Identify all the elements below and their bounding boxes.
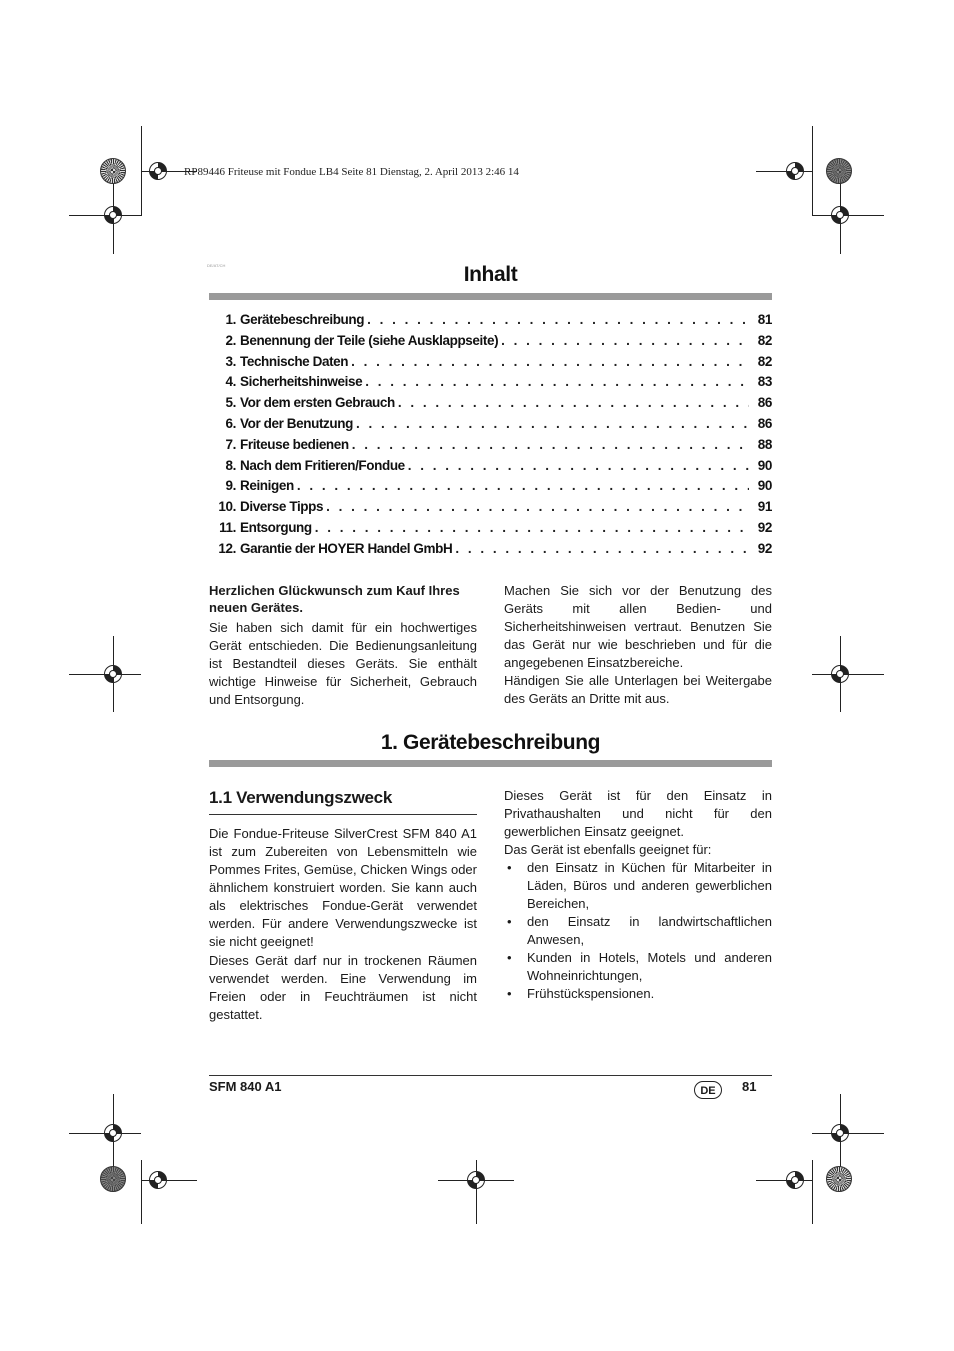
toc-rule bbox=[209, 293, 772, 300]
registration-target-icon bbox=[831, 206, 849, 224]
registration-target-icon bbox=[149, 1171, 167, 1189]
toc-page-number: 83 bbox=[757, 374, 772, 390]
toc-label: Technische Daten bbox=[240, 353, 349, 369]
registration-target-icon bbox=[467, 1171, 485, 1189]
toc-page-number: 90 bbox=[757, 457, 772, 473]
toc-number: 1. bbox=[225, 312, 236, 327]
toc-number: 11. bbox=[219, 519, 236, 535]
registration-target-icon bbox=[786, 1171, 804, 1189]
registration-target-icon bbox=[104, 1124, 122, 1142]
subsection-rule bbox=[209, 814, 477, 815]
registration-target-icon bbox=[786, 162, 804, 180]
intro-left-column bbox=[209, 582, 477, 709]
toc-row bbox=[209, 541, 772, 562]
toc-title: Inhalt bbox=[463, 263, 518, 286]
section1-right-column bbox=[504, 787, 772, 1003]
registration-target-icon bbox=[831, 1124, 849, 1142]
registration-target-icon bbox=[149, 162, 167, 180]
print-header: RP89446 Friteuse mit Fondue LB4 Seite 81 Dienstag, 2. April 2013 2:46 14 bbox=[184, 166, 519, 178]
toc-row bbox=[209, 354, 772, 375]
toc-number: 7. bbox=[225, 436, 236, 452]
section1-left-column bbox=[209, 787, 477, 1024]
toc-row bbox=[209, 478, 772, 499]
toc-row bbox=[209, 499, 772, 520]
toc-leader-dots bbox=[351, 354, 749, 369]
footer-rule bbox=[209, 1075, 772, 1076]
toc-number: 5. bbox=[225, 395, 236, 411]
section1-right-p2: Das Gerät ist ebenfalls geeignet für: bbox=[504, 842, 712, 857]
toc-label: Nach dem Fritieren/Fondue bbox=[240, 457, 405, 473]
toc-page-number: 82 bbox=[757, 353, 772, 369]
intro-heading: Herzlichen Glückwunsch zum Kauf Ihres neuen Gerätes. bbox=[209, 583, 460, 615]
toc-page-number: 86 bbox=[757, 395, 772, 411]
toc-page-number: 86 bbox=[757, 415, 772, 431]
registration-target-icon bbox=[104, 206, 122, 224]
toc-label: Vor der Benutzung bbox=[240, 415, 353, 431]
toc-row bbox=[209, 458, 772, 479]
toc-leader-dots bbox=[365, 374, 749, 389]
tiny-mark: DE/AT/CH bbox=[207, 263, 226, 268]
toc-page-number: 92 bbox=[757, 540, 772, 556]
toc-label: Friteuse bedienen bbox=[240, 436, 349, 452]
toc-number: 4. bbox=[225, 374, 236, 390]
toc-row bbox=[209, 333, 772, 354]
language-badge: DE bbox=[694, 1081, 722, 1099]
toc-label: Diverse Tipps bbox=[240, 499, 324, 515]
toc-label: Sicherheitshinweise bbox=[240, 374, 363, 390]
footer-model: SFM 840 A1 bbox=[209, 1079, 282, 1094]
toc-row bbox=[209, 374, 772, 395]
section1-rule bbox=[209, 760, 772, 767]
toc-leader-dots bbox=[326, 499, 749, 514]
toc-leader-dots bbox=[408, 458, 749, 473]
toc-row bbox=[209, 437, 772, 458]
toc-row bbox=[209, 395, 772, 416]
toc-label: Entsorgung bbox=[240, 519, 312, 535]
intro-right-text-2: Händigen Sie alle Unterlagen bei Weitergabe des Geräts an Dritte mit aus. bbox=[504, 673, 772, 706]
color-starburst-icon bbox=[100, 1166, 126, 1192]
toc-leader-dots bbox=[367, 312, 749, 327]
list-item: • Frühstückspensionen. bbox=[504, 985, 772, 1003]
intro-right-column bbox=[504, 582, 772, 708]
footer-page-number: 81 bbox=[742, 1079, 757, 1094]
toc-row bbox=[209, 312, 772, 333]
toc-number: 3. bbox=[225, 353, 236, 369]
registration-target-icon bbox=[831, 665, 849, 683]
subsection-title: 1.1 Verwendungszweck bbox=[209, 788, 392, 807]
color-starburst-icon bbox=[826, 1166, 852, 1192]
usage-bullet-list bbox=[504, 859, 772, 1003]
toc-label: Garantie der HOYER Handel GmbH bbox=[240, 540, 453, 556]
section1-left-p2: Dieses Gerät darf nur in trockenen Räumen verwendet werden. Eine Verwendung im Freien oder in Feuchträumen ist nicht gestattet. bbox=[209, 953, 477, 1022]
section1-title: 1. Gerätebeschreibung bbox=[380, 731, 601, 754]
toc-page-number: 88 bbox=[757, 436, 772, 452]
toc-leader-dots bbox=[356, 416, 749, 431]
section1-right-p1: Dieses Gerät ist für den Einsatz in Privathaushalten und nicht für den gewerblichen Einsatz geeignet. bbox=[504, 788, 772, 839]
intro-left-text: Sie haben sich damit für ein hochwertiges Gerät entschieden. Die Bedienungsanleitung ist Bestandteil dieses Geräts. Sie enthält wichtige Hinweise für Sicherheit, Gebrauch und Entsorgung. bbox=[209, 620, 477, 707]
toc-row bbox=[209, 416, 772, 437]
toc-page-number: 82 bbox=[757, 332, 772, 348]
toc-list bbox=[209, 312, 772, 562]
toc-label: Reinigen bbox=[240, 478, 294, 494]
intro-right-text-1: Machen Sie sich vor der Benutzung des Geräts mit allen Bedien- und Sicherheitshinweisen vertraut. Benutzen Sie das Gerät nur wie beschrieben und für die angegebenen Einsatzbereiche. bbox=[504, 583, 772, 670]
toc-leader-dots bbox=[297, 478, 749, 493]
toc-number: 9. bbox=[225, 478, 236, 494]
toc-number: 10. bbox=[218, 499, 236, 515]
toc-number: 12. bbox=[218, 540, 236, 556]
color-starburst-icon bbox=[100, 158, 126, 184]
toc-leader-dots bbox=[501, 333, 749, 348]
toc-page-number: 92 bbox=[757, 519, 772, 535]
toc-page-number: 90 bbox=[757, 478, 772, 494]
toc-label: Benennung der Teile (siehe Ausklappseite) bbox=[240, 332, 499, 348]
toc-number: 2. bbox=[225, 332, 236, 348]
list-item: • den Einsatz in Küchen für Mitarbeiter in Läden, Büros und anderen gewerblichen Bereichen, bbox=[504, 859, 772, 913]
toc-page-number: 81 bbox=[757, 312, 772, 327]
section1-left-p1: Die Fondue-Friteuse SilverCrest SFM 840 A1 ist zum Zubereiten von Lebensmitteln wie Pommes Frites, Gemüse, Chicken Wings oder ähnlichem konstruiert worden. Sie kann auch als elektrisches Fondue-Gerät verwendet werden. Für andere Verwendungszwecke ist sie nicht geeignet! bbox=[209, 826, 477, 949]
list-item: • Kunden in Hotels, Motels und anderen Wohneinrichtungen, bbox=[504, 949, 772, 985]
toc-row bbox=[209, 520, 772, 541]
toc-number: 6. bbox=[225, 415, 236, 431]
color-starburst-icon bbox=[826, 158, 852, 184]
toc-leader-dots bbox=[398, 395, 749, 410]
toc-label: Vor dem ersten Gebrauch bbox=[240, 395, 395, 411]
toc-leader-dots bbox=[315, 520, 749, 535]
registration-target-icon bbox=[104, 665, 122, 683]
toc-label: Gerätebeschreibung bbox=[240, 312, 365, 327]
toc-number: 8. bbox=[225, 457, 236, 473]
list-item: • den Einsatz in landwirtschaftlichen Anwesen, bbox=[504, 913, 772, 949]
toc-page-number: 91 bbox=[757, 499, 772, 515]
toc-leader-dots bbox=[455, 541, 749, 556]
toc-leader-dots bbox=[352, 437, 749, 452]
